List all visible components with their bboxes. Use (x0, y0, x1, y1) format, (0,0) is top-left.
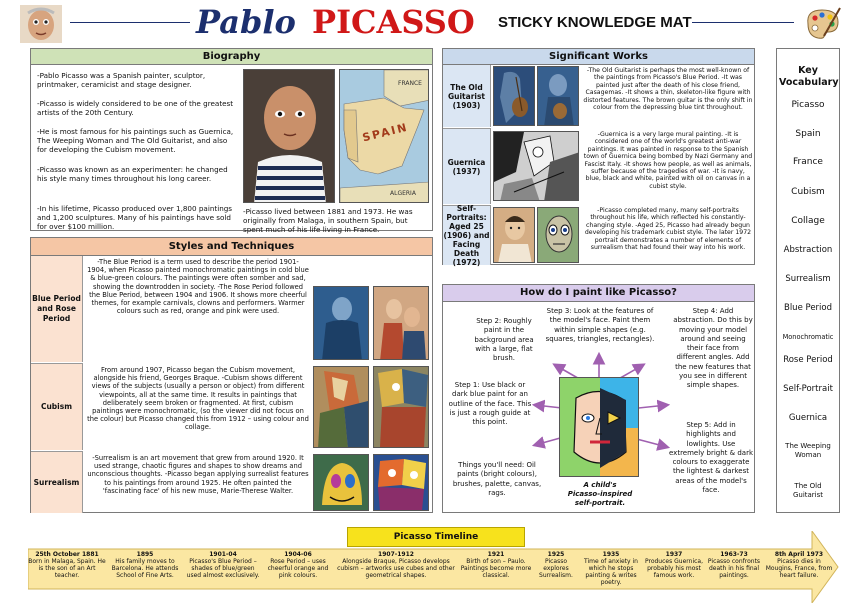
title-bar (0, 0, 866, 44)
bio-paragraph-2: -Picasso is widely considered to be one of the greatest artists of the 20th Century. (37, 99, 234, 117)
timeline-heading: Picasso Timeline (393, 532, 479, 542)
cubism-image-2 (373, 366, 429, 448)
howto-step-3: Step 3: Look at the features of the model's face. Paint them within simple shapes (e.g. squares, triangles, rectangles). (545, 307, 655, 343)
spain-map (339, 69, 429, 203)
timeline-date: 1904-06 (284, 551, 312, 558)
timeline-event-1881 (28, 551, 106, 587)
timeline-text: Picasso confronts death in his final paintings. (707, 558, 761, 579)
work-text-guernica: -Guernica is a very large mural painting. -It is considered one of the world's greatest anti-war paintings. It was painted in response to the Spanish town of Guernica being bombed by Nazi Germany and Fascist Italy. -It shows how people, as well as animals, suffer because of the tragedies of war. -It is navy, blue, black and white, painted with oil on canvas in a cubist style. (583, 131, 753, 190)
timeline-date: 1921 (487, 551, 505, 558)
howto-step-5: Step 5: Add in highlights and lowlights. Use extremely bright & dark colours to exaggerate the lightest & darkest areas of the model's face. (669, 421, 754, 495)
surrealism-image-2 (373, 454, 429, 511)
biography-heading: Biography (31, 49, 432, 65)
vocab-item-guernica: Guernica (788, 413, 828, 423)
timeline-text: Time of anxiety in which he stops painting & writes poetry. (584, 558, 638, 586)
vocab-item-rose-period: Rose Period (783, 355, 833, 365)
vocab-item-self-portrait: Self-Portrait (783, 384, 833, 394)
rose-period-image (373, 286, 429, 360)
bio-paragraph-3: -He is most famous for his paintings such as Guernica, The Weeping Woman and The Old Guitarist, and also for developing the Cubism movement. (37, 127, 234, 154)
picasso-portrait-icon (20, 5, 62, 43)
map-label-algeria: ALGERIA (390, 190, 416, 197)
work-label-old-guitarist: The Old Guitarist (1903) (443, 65, 491, 127)
timeline-date: 1925 (547, 551, 565, 558)
timeline-date: 1901-04 (209, 551, 237, 558)
style-label-surrealism: Surrealism (31, 451, 83, 513)
timeline-date: 1907-1912 (378, 551, 414, 558)
howto-step-2: Step 2: Roughly paint in the background area with a large, flat brush. (474, 317, 534, 363)
works-heading: Significant Works (443, 49, 754, 65)
howto-step-4: Step 4: Add abstraction. Do this by moving your model around and seeing their face from different angles. Add the new features that you see in different simple shapes. (673, 307, 753, 390)
bio-paragraph-5: -In his lifetime, Picasso produced over 1,800 paintings and 1,200 sculptures. Many of his paintings have sold for over $100 million. (37, 204, 233, 231)
map-label-france: FRANCE (398, 80, 422, 87)
map-label-spain: SPAIN (361, 120, 410, 145)
timeline-event-1973 (764, 551, 834, 587)
styles-techniques-section (30, 237, 433, 513)
timeline-date: 8th April 1973 (774, 551, 824, 558)
work-label-self-portraits: Self-Portraits: Aged 25 (1906) and Facing Death (1972) (443, 204, 490, 267)
timeline-text: Picasso explores Surrealism. (539, 558, 573, 579)
vocab-item-monochromatic: Monochromatic (782, 333, 834, 341)
howto-heading: How do I paint like Picasso? (443, 285, 754, 302)
timeline-date: 1937 (665, 551, 683, 558)
significant-works-section (442, 48, 755, 265)
howto-step-1: Step 1: Use black or dark blue paint for an outline of the face. This is just a rough guide at this point. (448, 381, 532, 427)
vocab-heading: Key Vocabulary (779, 65, 839, 88)
picasso-photo (243, 69, 335, 203)
vocab-item-weeping-woman: The Weeping Woman (785, 442, 831, 459)
work-text-self-portraits: -Picasso completed many, many self-portraits throughout his life, which reflected his constantly-changing style. -Aged 25, Picasso had already begun developing his trademark cubist style. The later 1972 portrait demonstrates a number of elements of surrealism that had found their way into his work. (584, 207, 752, 252)
timeline-event-1904 (264, 551, 332, 587)
style-text-blue-rose: -The Blue Period is a term used to describe the period 1901- 1904, when Picasso painted monochromatic paintings in cold blue & blue-green colours. The paintings were often somber and sad, showing the downtrodden in society. -The Rose Period followed the Blue Period, between 1904 and 1906. It shows more cheerful themes, for example carnivals, clowns and performers. Warmer colours such as red, orange and pink were used. (87, 258, 309, 316)
style-text-surrealism: -Surrealism is an art movement that grew from around 1920. It used strange, chaotic figures and shapes to show dreams and unconscious thoughts. -Picasso began applying surrealist features to his paintings from around 1925. He often painted the 'fascinating face' of his new muse, Marie-Therese Walter. (87, 454, 309, 495)
timeline-date: 1895 (136, 551, 154, 558)
vocab-item-surrealism: Surrealism (785, 274, 831, 284)
vocab-item-old-guitarist: The Old Guitarist (792, 482, 824, 499)
title-pablo: Pablo (196, 3, 296, 41)
old-guitarist-image (493, 66, 535, 126)
timeline-event-1925 (534, 551, 578, 587)
bio-paragraph-4: -Picasso was known as an experimenter: he changed his style many times throughout his long career. (37, 165, 228, 183)
timeline-event-1935 (580, 551, 642, 587)
timeline-event-1921 (460, 551, 532, 587)
self-portrait-1972-image (537, 207, 579, 263)
title-line-right (692, 22, 794, 23)
style-label-blue-rose: Blue Period and Rose Period (31, 256, 83, 362)
vocab-item-spain: Spain (795, 129, 821, 139)
bio-paragraph-6: -Picasso lived between 1881 and 1973. He was originally from Malaga, in southern Spain, but spent much of his life living in France. (243, 207, 413, 234)
blue-period-image (313, 286, 369, 360)
work-label-guernica: Guernica (1937) (443, 128, 491, 204)
child-portrait-caption: A child's Picasso-inspired self-portrait. (567, 481, 633, 507)
title-line-left (70, 22, 190, 23)
work-text-old-guitarist: -The Old Guitarist is perhaps the most well-known of the paintings from Picasso's Blue Period. -It was painted just after the death of his close friend, Casagemas. -It shows a thin, skeleton-like figure with distorted features. The brown guitar is the only shift in colour from the depressing blue tint throughout. (583, 67, 753, 112)
timeline-text: His family moves to Barcelona. He attends School of Fine Arts. (111, 558, 179, 579)
styles-heading: Styles and Techniques (31, 238, 432, 256)
timeline-event-1901 (184, 551, 262, 587)
vocab-item-blue-period: Blue Period (783, 303, 833, 313)
title-subtitle: STICKY KNOWLEDGE MAT (498, 14, 692, 31)
surrealism-image-1 (313, 454, 369, 511)
timeline-text: Alongside Braque, Picasso develops cubism – artworks use cubes and other geometrical shapes. (337, 558, 455, 579)
bio-paragraph-1: -Pablo Picasso was a Spanish painter, sculptor, printmaker, ceramicist and stage designer. (37, 71, 206, 89)
vocab-item-picasso: Picasso (791, 100, 825, 110)
timeline-date: 25th October 1881 (35, 551, 99, 558)
guernica-image (493, 131, 579, 201)
timeline-text: Picasso's Blue Period – shades of blue/green used almost exclusively. (186, 558, 260, 579)
style-text-cubism: From around 1907, Picasso began the Cubism movement, alongside his friend, Georges Braque. -Cubism shows different views of the subjects (usually a person or object) from different viewpoints, all at the same time. It results in paintings that deliberately seem broken or fragmented. At first, cubism paintings were monochromatic, (so the viewer did not focus on the colour) but Picasso changed this from 1912 – using colour and collage. (87, 366, 309, 432)
timeline-event-1963 (706, 551, 762, 587)
vocab-item-france: France (793, 157, 823, 167)
vocab-item-cubism: Cubism (791, 187, 825, 197)
timeline-event-1895 (108, 551, 182, 587)
timeline-text: Born in Malaga, Spain. He is the son of an Art teacher. (28, 558, 106, 579)
vocab-item-collage: Collage (791, 216, 825, 226)
timeline-text: Rose Period – uses cheerful orange and pink colours. (267, 558, 329, 579)
howto-things-needed: Things you'll need: Oil paints (bright colours), brushes, palette, canvas, rags. (452, 461, 542, 497)
cubism-image-1 (313, 366, 369, 448)
biography-section (30, 48, 433, 234)
artist-palette-icon (802, 6, 842, 40)
old-guitarist-detail (537, 66, 579, 126)
timeline-event-1907 (334, 551, 458, 587)
title-picasso: PICASSO (312, 3, 475, 41)
timeline-date: 1935 (602, 551, 620, 558)
style-label-cubism: Cubism (31, 363, 83, 450)
child-portrait-image (559, 377, 639, 477)
self-portrait-1906-image (493, 207, 535, 263)
timeline-event-1937 (644, 551, 704, 587)
timeline-text: Produces Guernica, probably his most famous work. (644, 558, 703, 579)
timeline-text: Birth of son – Paulo. Paintings become more classical. (460, 558, 532, 579)
vocab-item-abstraction: Abstraction (783, 245, 833, 255)
timeline-date: 1963-73 (720, 551, 748, 558)
timeline-text: Picasso dies in Mougins, France, from heart failure. (765, 558, 833, 579)
key-vocabulary-section (776, 48, 840, 513)
how-to-paint-section (442, 284, 755, 513)
